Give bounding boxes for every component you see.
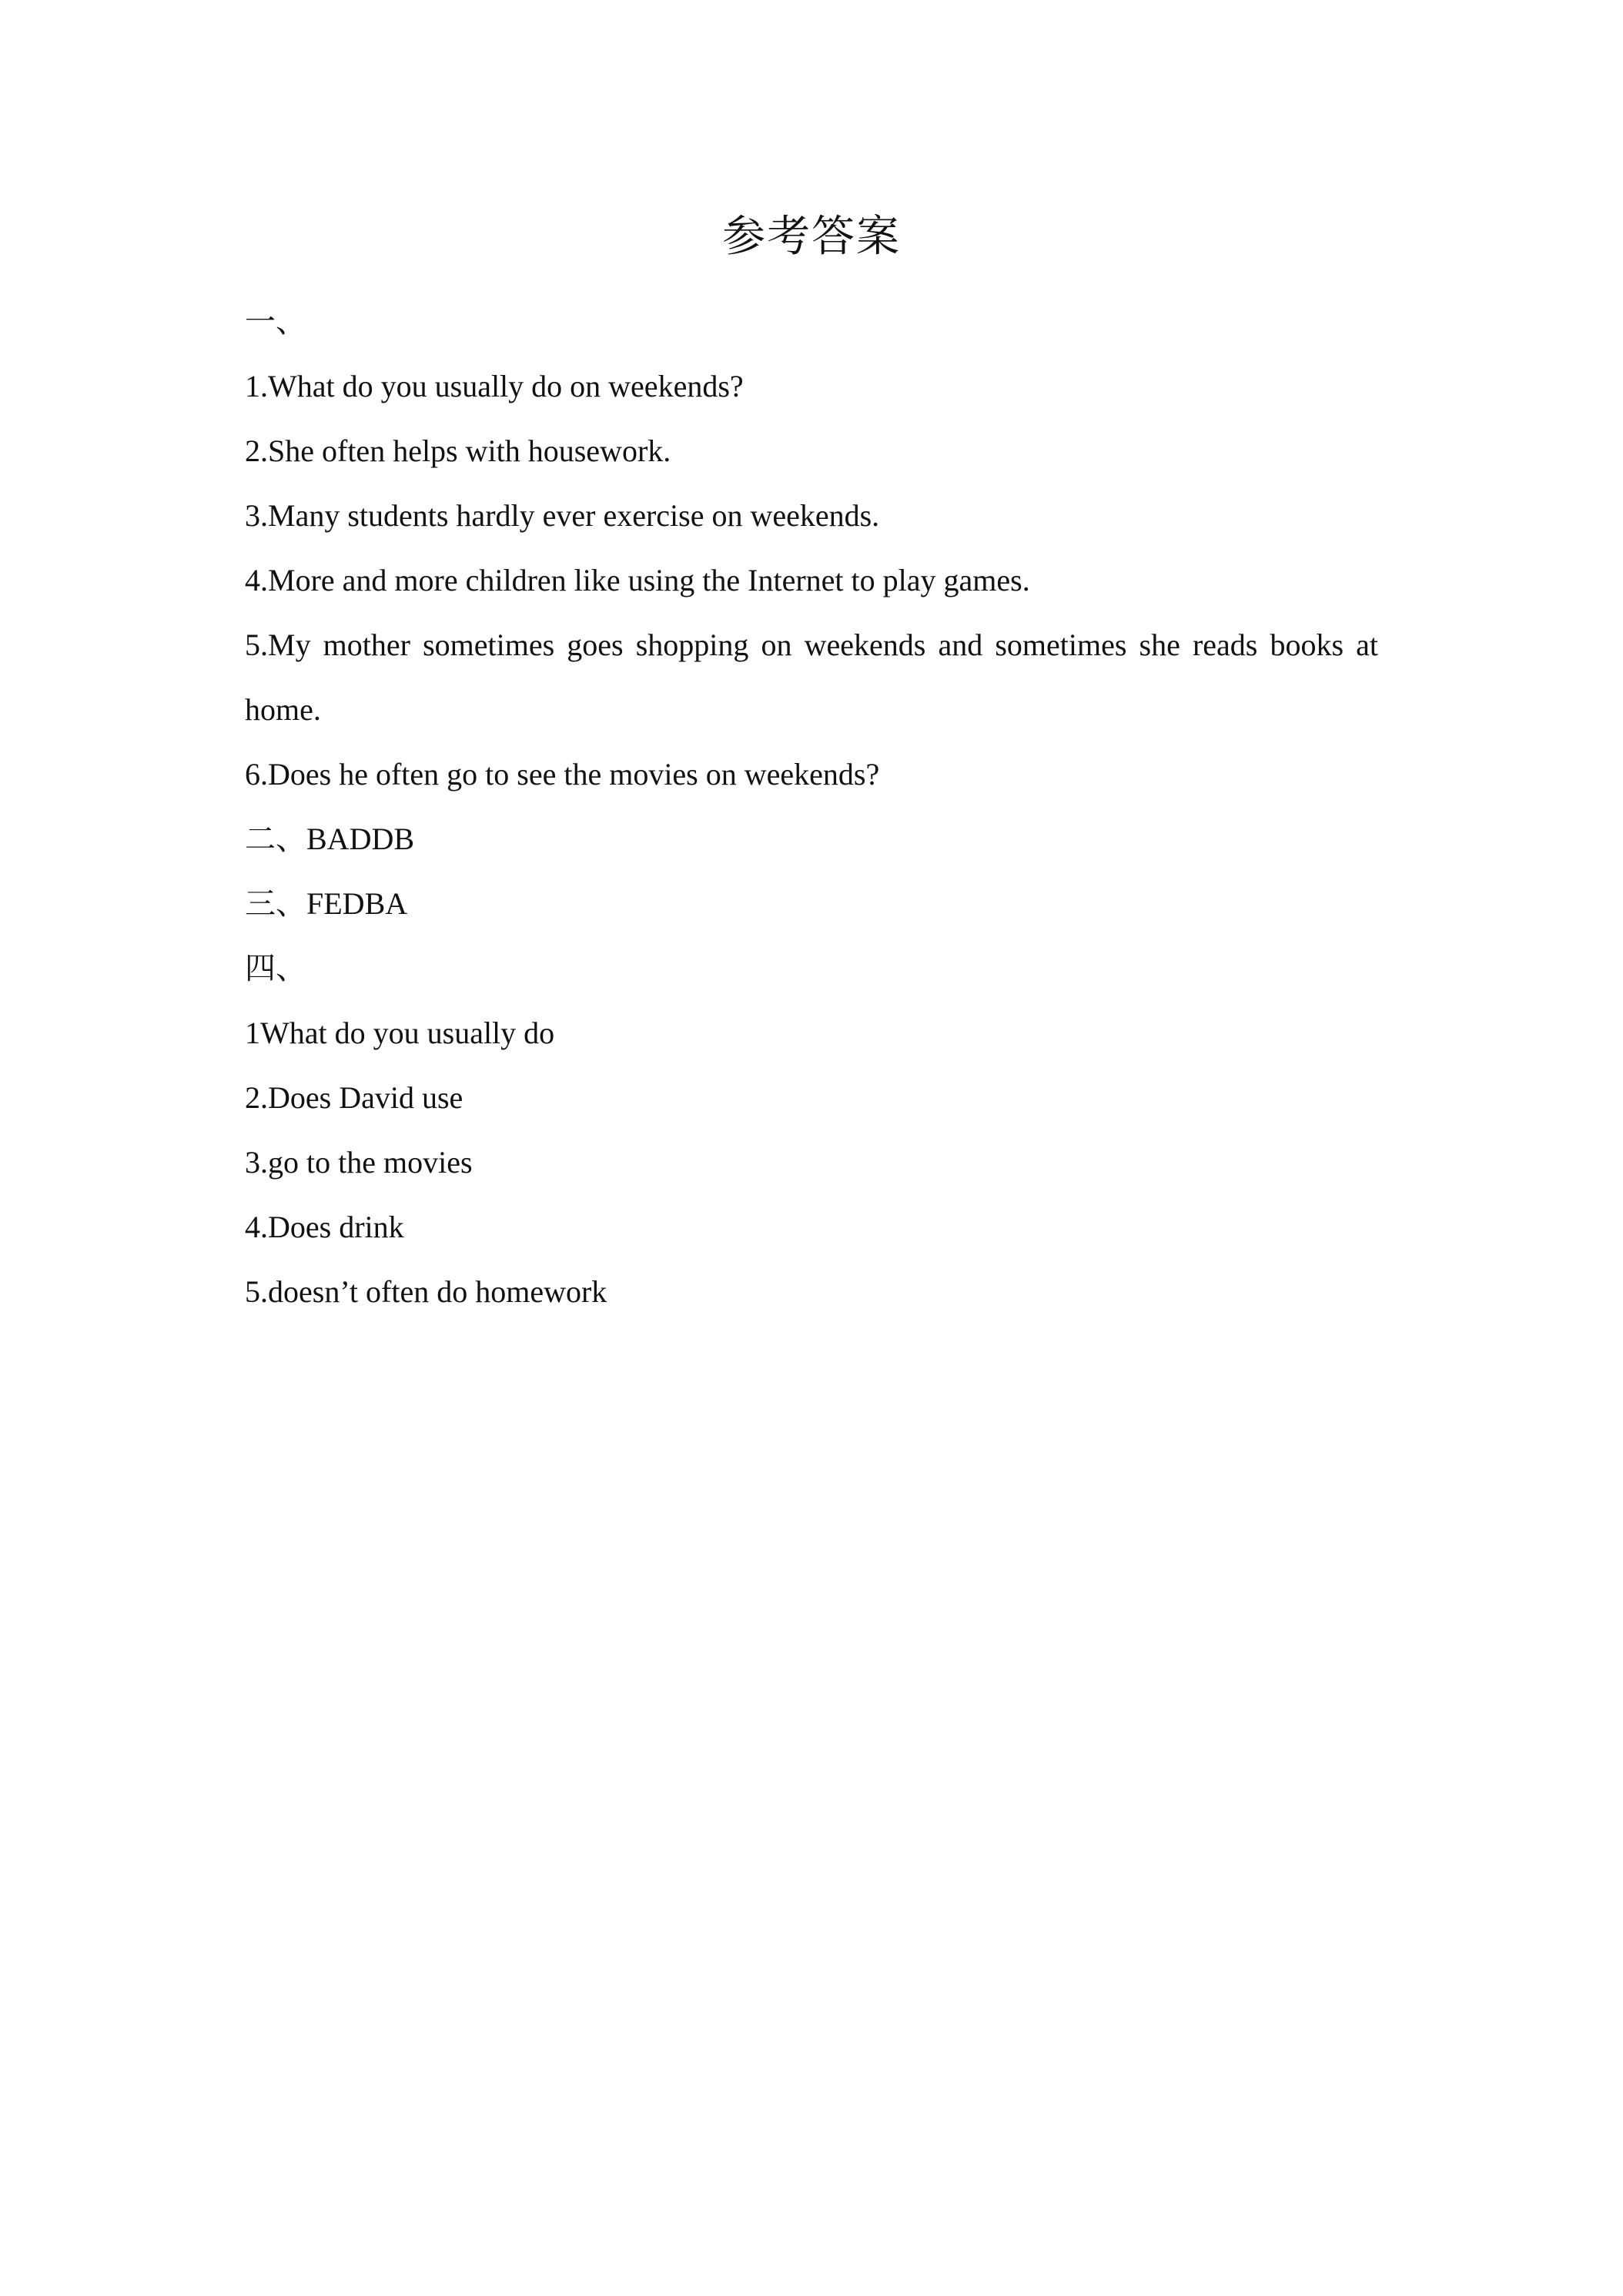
- section-one-answer-2: 2.She often helps with housework.: [245, 433, 671, 468]
- page-title: 参考答案: [722, 212, 901, 262]
- answer-content: [245, 290, 1378, 1324]
- section-four-answer-2: 2.Does David use: [245, 1080, 463, 1115]
- section-four-answer-5: 5.doesn’t often do homework: [245, 1274, 607, 1309]
- section-one-heading: 一、: [245, 304, 306, 339]
- section-four-answer-1: 1What do you usually do: [245, 1016, 555, 1050]
- section-four-answer-3: 3.go to the movies: [245, 1145, 473, 1180]
- section-two-answers: 二、BADDB: [245, 822, 415, 856]
- section-three-answers: 三、FEDBA: [245, 886, 408, 921]
- section-one-answer-1: 1.What do you usually do on weekends?: [245, 369, 744, 403]
- section-one-answer-5: 5.My mother sometimes goes shopping on weekends and sometimes she reads books at home.: [245, 628, 1378, 727]
- section-one-answer-6: 6.Does he often go to see the movies on weekends?: [245, 757, 880, 792]
- section-one-answer-4: 4.More and more children like using the Internet to play games.: [245, 563, 1030, 597]
- section-one-answer-3: 3.Many students hardly ever exercise on weekends.: [245, 498, 880, 533]
- section-four-answer-4: 4.Does drink: [245, 1210, 404, 1244]
- section-four-heading: 四、: [245, 951, 306, 986]
